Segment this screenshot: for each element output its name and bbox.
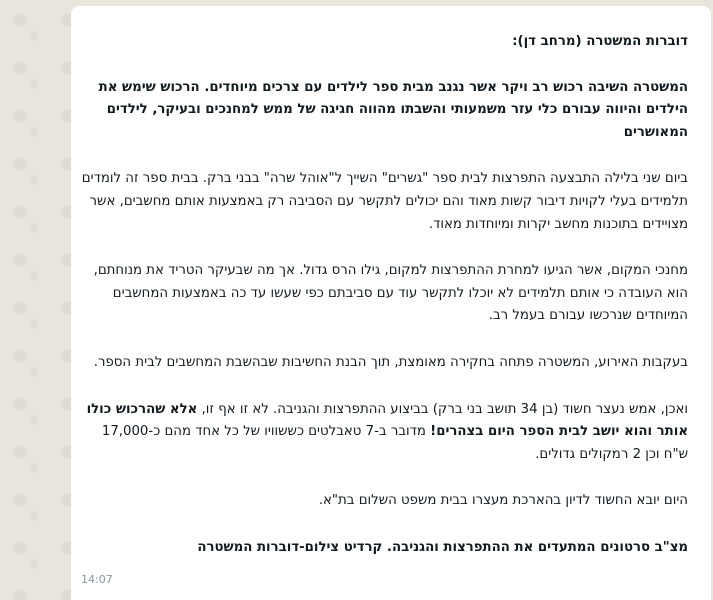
- paragraph-4-bold: אלא שהרכוש כולו אותר והוא יושב לבית הספר היום בצהרים!: [86, 401, 688, 440]
- paragraph-4-text-2: מדובר ב-7 טאבלטים כששוויו של כל אחד מהם כ-17,000 ש"ח וכן 2 רמקולים גדולים.: [101, 424, 688, 462]
- message-paragraph-5: היום יובא החשוד לדיון בהארכת מעצרו בבית משפט השלום בת"א.: [318, 493, 688, 509]
- message-heading: דוברות המשטרה (מרחב דן):: [512, 34, 688, 49]
- message-paragraph-4: [79, 399, 688, 467]
- message-bubble[interactable]: [71, 6, 711, 600]
- message-paragraph-2: מחנכי המקום, אשר הגיעו למחרת ההתפרצות למקום, גילו הרס גדול. אך מה שבעיקר הטריד את מנוחתם, הוא העובדה כי אותם תלמידים לא יוכלו לתקשר עוד עם סביבתם כפי שעשו עד כה באמצעות המחשבים המיוחדים שנרכשו עבורם בעמל רב.: [93, 263, 688, 324]
- message-credit: מצ"ב סרטונים המתעדים את ההתפרצות והגניבה. קרדיט צילום-דוברות המשטרה: [197, 539, 688, 555]
- message-timestamp: 14:07: [81, 573, 113, 587]
- paragraph-4-text-1: ואכן, אמש נעצר חשוד (בן 34 תושב בני ברק) בביצוע ההתפרצות והגניבה. לא זו אף זו,: [197, 401, 688, 417]
- message-lead: המשטרה השיבה רכוש רב ויקר אשר נגנב מבית ספר לילדים עם צרכים מיוחדים. הרכוש שימש את הילדים והיווה עבורם כלי עזר משמעותי והשבתו מהווה חגיגה של ממש למחנכים ובעיקר, לילדים המאושרים: [98, 79, 688, 140]
- message-paragraph-1: ביום שני בלילה התבצעה התפרצות לבית ספר "גשרים" השייך ל"אוהל שרה" בבני ברק. בבית ספר זה לומדים תלמידים בעלי לקויות דיבור קשות מאוד והם יכולים לתקשר עם הסביבה רק באמצעות אותם מחשבים, אשר מצויידים בתוכנות מחשב יקרות ומיוחדות מאוד.: [81, 171, 688, 232]
- message-paragraph-3: בעקבות האירוע, המשטרה פתחה בחקירה מאומצת, תוך הבנת החשיבות שבהשבת המחשבים לבית הספר.: [93, 354, 688, 370]
